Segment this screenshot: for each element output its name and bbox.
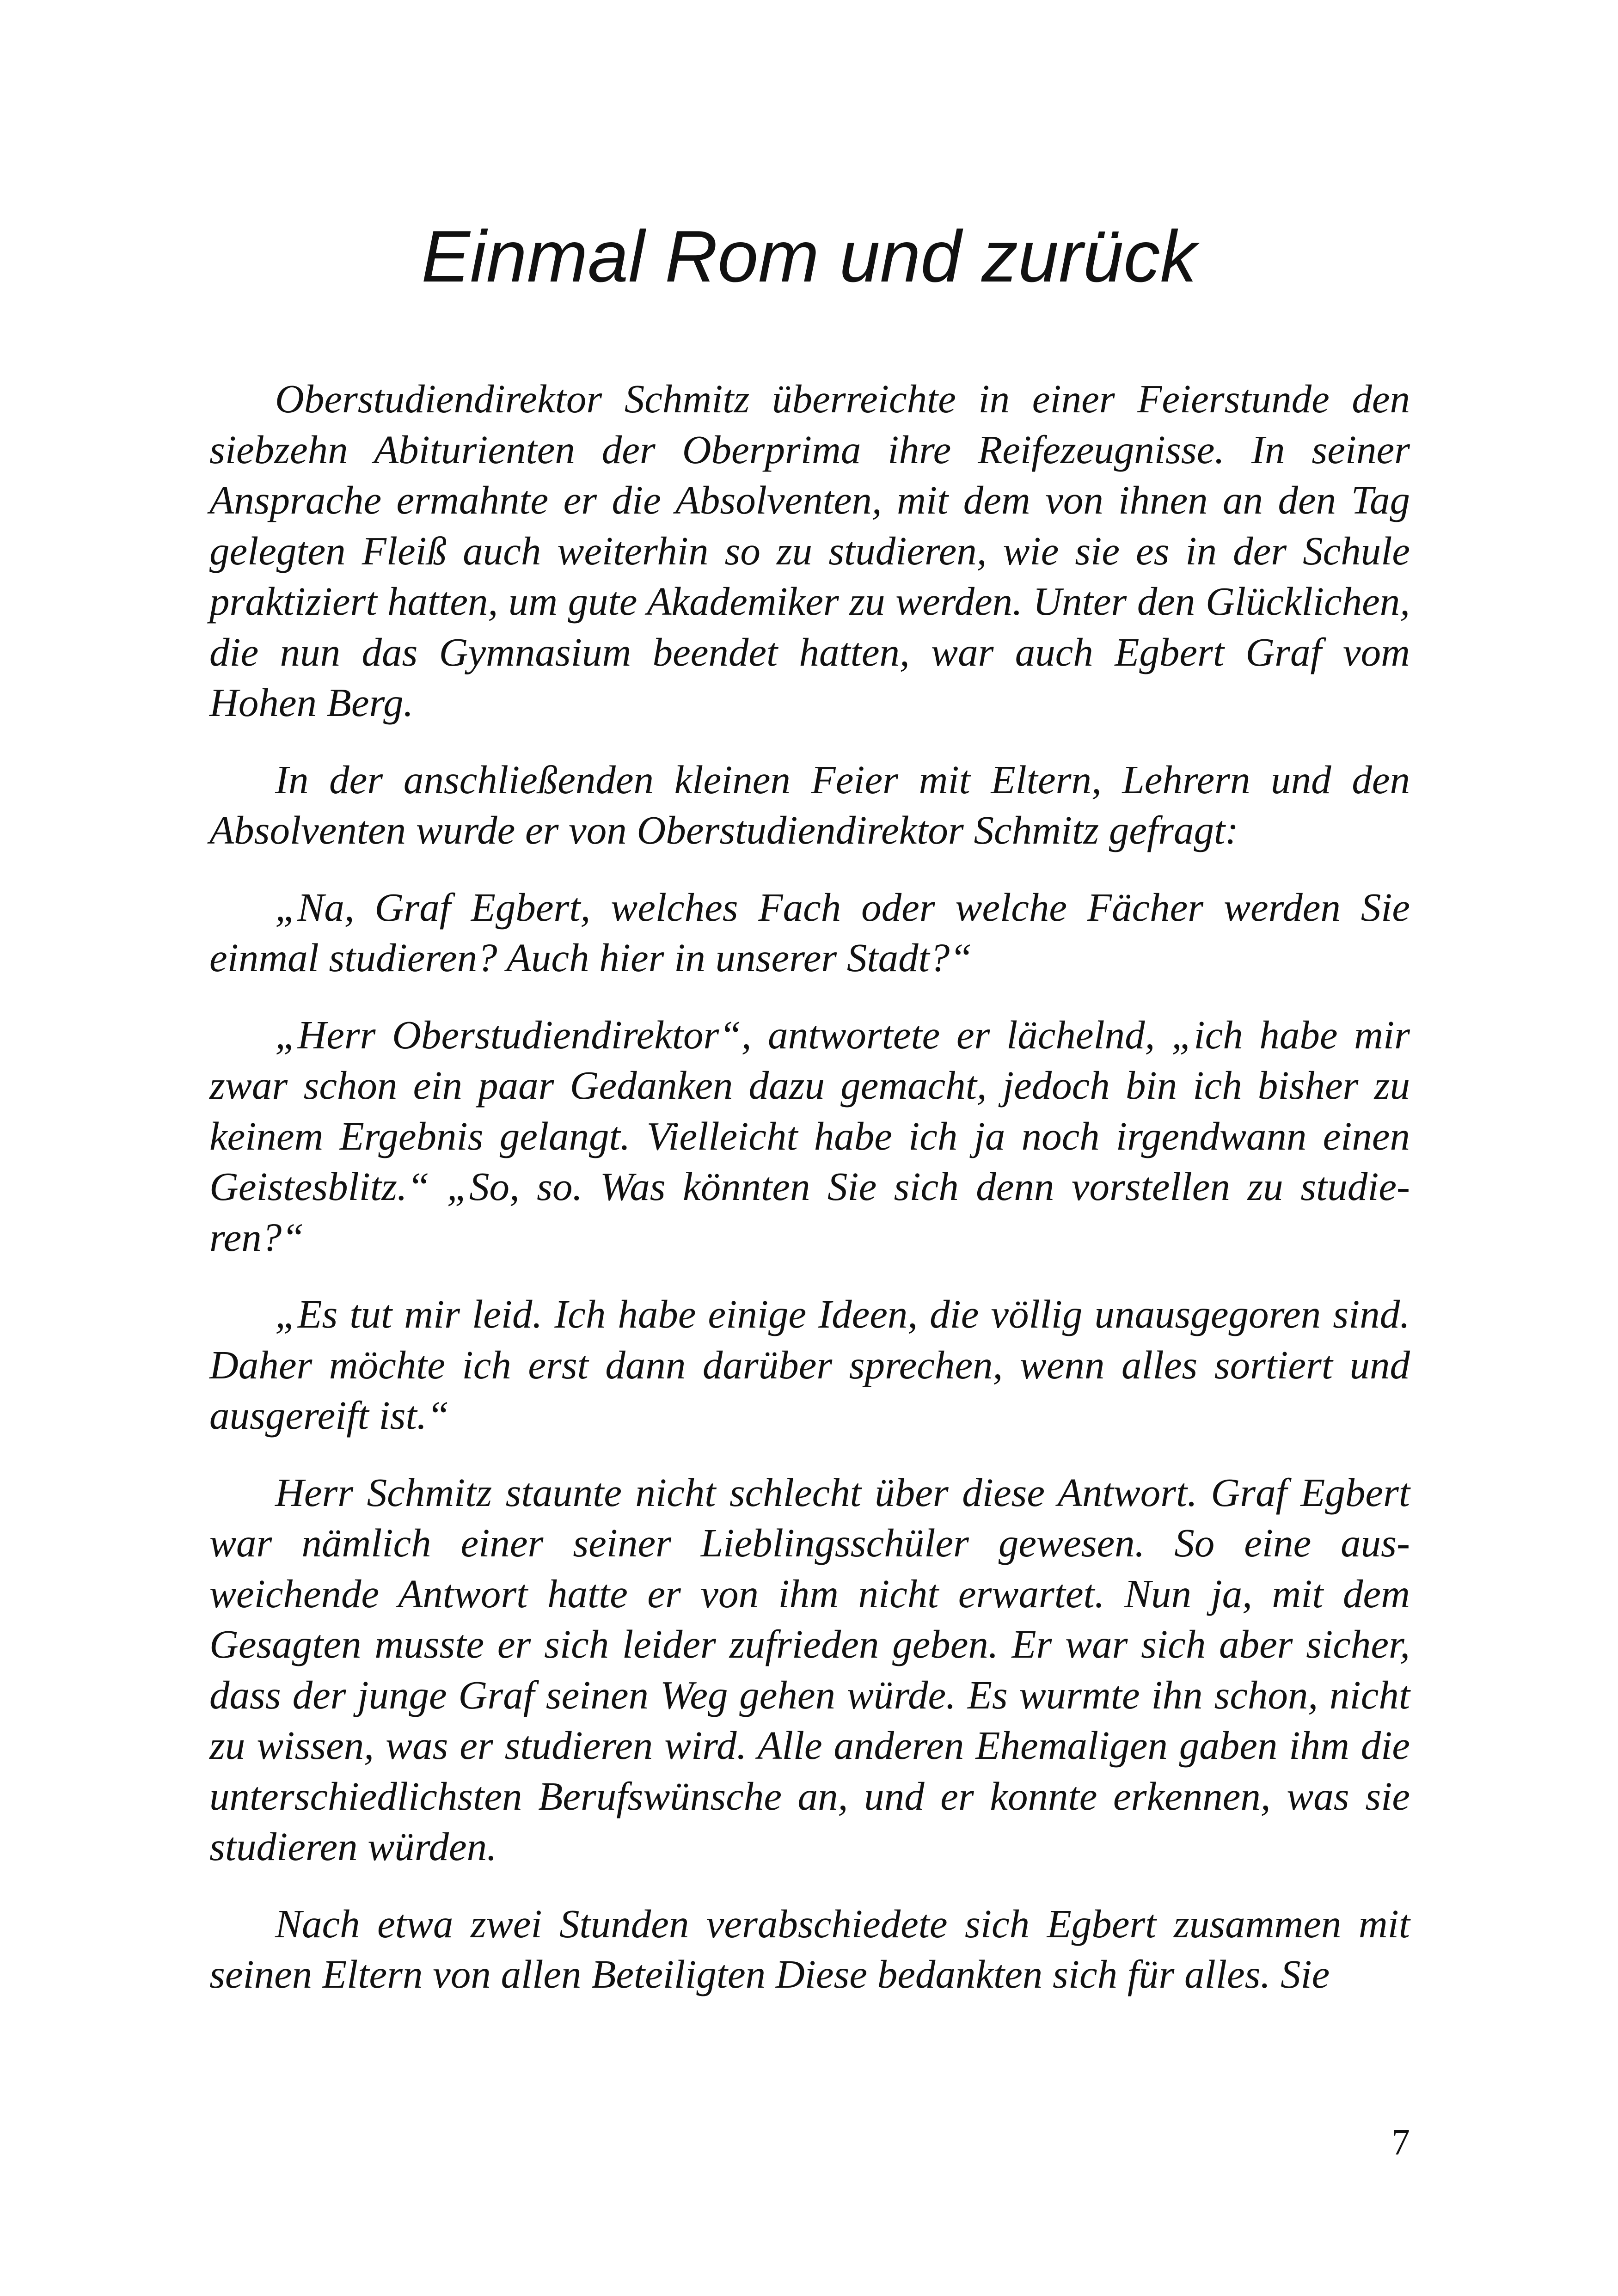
chapter-title: Einmal Rom und zurück (421, 216, 1197, 297)
body-text (209, 373, 1410, 2026)
paragraph: „Es tut mir leid. Ich habe einige Ideen, die völlig unausgegoren sind. Daher möchte ich erst dann darüber sprechen, wenn alles sortiert und ausgereift ist.“ (209, 1292, 1410, 1438)
paragraph: Herr Schmitz staunte nicht schlecht über diese Antwort. Graf Egbert war nämlich einer seiner Lieblingsschüler gewesen. So eine ausweichende Antwort hatte er von ihm nicht erwartet. Nun ja, mit dem Gesagten musste er sich leider zufrieden geben. Er war sich aber sicher, dass der junge Graf seinen Weg gehen würde. Es wurmte ihn schon, nicht zu wissen, was er studieren wird. Alle anderen Ehemaligen gaben ihm die unterschiedlichsten Berufswünsche an, und er konnte erkennen, was sie studieren würden. (209, 1469, 1410, 1869)
paragraph: Nach etwa zwei Stunden verabschiedete sich Egbert zusammen mit seinen Eltern von allen Beteiligten Diese bedankten sich für alles. Sie (209, 1901, 1410, 1996)
paragraph: „Na, Graf Egbert, welches Fach oder welche Fächer werden Sie einmal studieren? Auch hier in unserer Stadt?“ (209, 884, 1410, 980)
paragraph: „Herr Oberstudiendirektor“, antwortete er lächelnd, „ich habe mir zwar schon ein paar Gedanken dazu gemacht, jedoch bin ich bisher zu keinem Ergebnis gelangt. Vielleicht habe ich ja noch irgendwann einen Geistesblitz.“ „So, so. Was könnten Sie sich denn vorstellen zu studieren?“ (209, 1012, 1410, 1260)
page-number: 7 (1391, 2122, 1410, 2163)
paragraph: Oberstudiendirektor Schmitz überreichte in einer Feierstunde den siebzehn Abiturienten der Oberprima ihre Reifezeugnisse. In seiner Ansprache ermahnte er die Absolventen, mit dem von ihnen an den Tag gelegten Fleiß auch weiterhin so zu studieren, wie sie es in der Schule praktiziert hatten, um gute Akademiker zu werden. Unter den Glücklichen, die nun das Gymnasium beendet hatten, war auch Egbert Graf vom Hohen Berg. (209, 376, 1410, 725)
paragraph: In der anschließenden kleinen Feier mit Eltern, Lehrern und den Absolventen wurde er von Oberstudiendirektor Schmitz gefragt: (209, 757, 1410, 852)
